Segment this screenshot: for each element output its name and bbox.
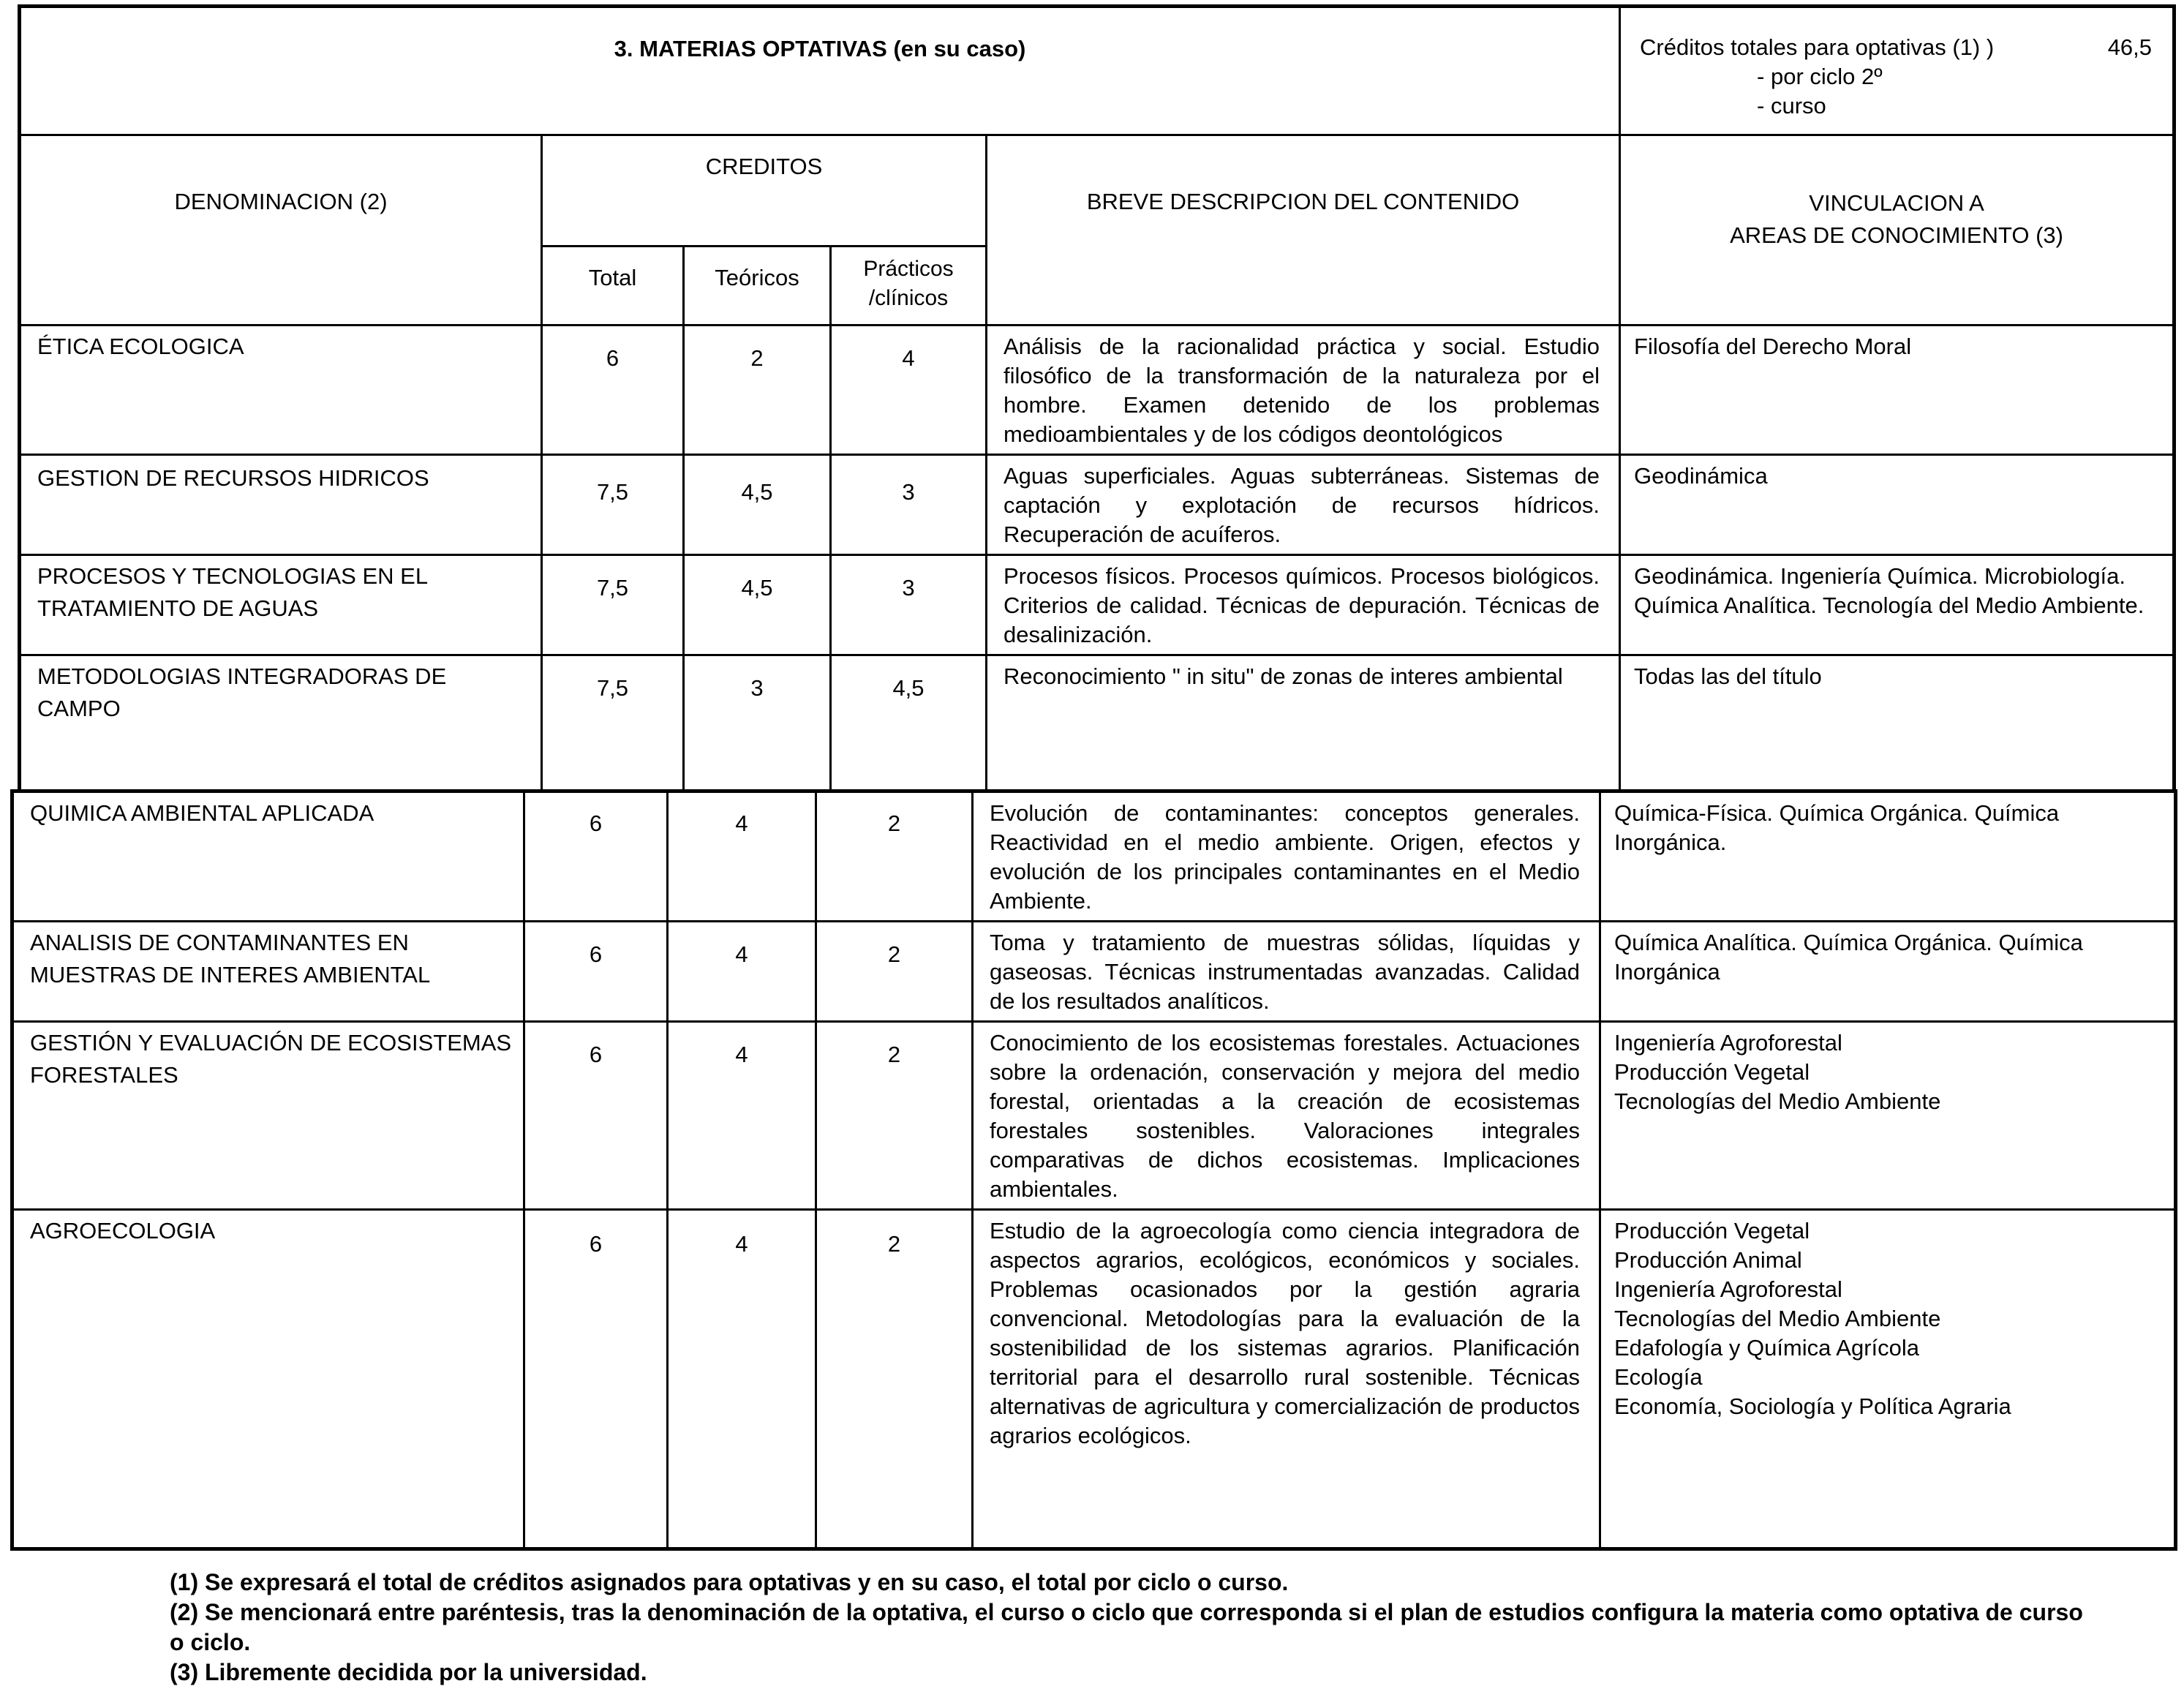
area-item: Producción Vegetal	[1614, 1218, 1810, 1244]
subject-areas	[1600, 1210, 2176, 1549]
col-descripcion: BREVE DESCRIPCION DEL CONTENIDO	[987, 135, 1620, 326]
subject-description: Evolución de contaminantes: conceptos generales. Reactividad en el medio ambiente. Origen, efectos y evolución de los principales contaminantes en el Medio Ambiente.	[973, 791, 1600, 922]
area-item: Economía, Sociología y Política Agraria	[1614, 1393, 2011, 1419]
subject-description: Aguas superficiales. Aguas subterráneas. Sistemas de captación y explotación de recursos hídricos. Recuperación de acuíferos.	[987, 455, 1620, 555]
subject-description: Estudio de la agroecología como ciencia integradora de aspectos agrarios, ecológicos, económicos y sociales. Problemas ocasionados por la gestión agraria convencional. Metodologías para la evaluación de la sostenibilidad de los sistemas agrarios. Planificación territorial para el desarrollo rural sostenible. Técnicas alternativas de agricultura y comercialización de productos agrarios ecológicos.	[973, 1210, 1600, 1549]
subject-row	[12, 791, 2176, 922]
area-item: Edafología y Química Agrícola	[1614, 1335, 1920, 1361]
credits-teoricos: 2	[684, 326, 831, 455]
area-item: Producción Animal	[1614, 1247, 1802, 1273]
credits-total-value: 46,5	[2107, 34, 2153, 60]
credits-total: 6	[524, 791, 668, 922]
credits-practicos: 3	[831, 555, 987, 655]
subject-areas: Química-Física. Química Orgánica. Química Inorgánica.	[1600, 791, 2176, 922]
credits-total: 6	[524, 1210, 668, 1549]
credits-por-ciclo: - por ciclo 2º	[1757, 64, 1883, 89]
area-item: Tecnologías del Medio Ambiente	[1614, 1306, 1941, 1331]
credits-teoricos: 4,5	[684, 455, 831, 555]
col-vinculacion-line2: AREAS DE CONOCIMIENTO (3)	[1730, 222, 2063, 248]
credits-practicos: 2	[816, 791, 973, 922]
subject-description: Conocimiento de los ecosistemas forestales. Actuaciones sobre la ordenación, conservación y mejora del medio forestal, orientadas a la creación de ecosistemas forestales sostenibles. Valoraciones integrales comparativas de dichos ecosistemas. Implicaciones ambientales.	[973, 1022, 1600, 1210]
subject-name: AGROECOLOGIA	[12, 1210, 524, 1549]
footnotes	[170, 1568, 2101, 1688]
subject-areas	[1600, 1022, 2176, 1210]
credits-total: 6	[524, 1022, 668, 1210]
credits-practicos: 2	[816, 1022, 973, 1210]
credits-teoricos: 4	[668, 1210, 816, 1549]
optativas-table-upper	[18, 4, 2176, 794]
credits-total: 6	[542, 326, 684, 455]
credits-total: 7,5	[542, 455, 684, 555]
credits-total-label: Créditos totales para optativas (1) )	[1640, 34, 1995, 60]
area-item: Ecología	[1614, 1364, 1703, 1390]
subject-name: GESTIÓN Y EVALUACIÓN DE ECOSISTEMAS FORESTALES	[12, 1022, 524, 1210]
credits-curso: - curso	[1757, 93, 1826, 118]
subject-areas: Todas las del título	[1620, 655, 2174, 793]
credits-practicos: 2	[816, 922, 973, 1022]
subject-name: QUIMICA AMBIENTAL APLICADA	[12, 791, 524, 922]
col-practicos-line2: /clínicos	[868, 286, 949, 310]
column-header-row	[20, 135, 2174, 247]
subject-areas: Geodinámica. Ingeniería Química. Microbiología. Química Analítica. Tecnología del Medio Ambiente.	[1620, 555, 2174, 655]
credits-teoricos: 4,5	[684, 555, 831, 655]
title-row	[20, 7, 2174, 135]
subject-description: Procesos físicos. Procesos químicos. Procesos biológicos. Criterios de calidad. Técnicas de depuración. Técnicas de desalinización.	[987, 555, 1620, 655]
section-title: 3. MATERIAS OPTATIVAS (en su caso)	[20, 7, 1620, 135]
credits-total: 7,5	[542, 555, 684, 655]
subject-description: Toma y tratamiento de muestras sólidas, líquidas y gaseosas. Técnicas instrumentadas avanzadas. Calidad de los resultados analíticos.	[973, 922, 1600, 1022]
subject-areas: Química Analítica. Química Orgánica. Química Inorgánica	[1600, 922, 2176, 1022]
subject-areas: Filosofía del Derecho Moral	[1620, 326, 2174, 455]
credits-total-box	[1620, 7, 2174, 135]
subject-areas: Geodinámica	[1620, 455, 2174, 555]
col-practicos-line1: Prácticos	[863, 257, 954, 281]
subject-name: GESTION DE RECURSOS HIDRICOS	[20, 455, 542, 555]
subject-row	[12, 922, 2176, 1022]
col-practicos	[831, 247, 987, 326]
credits-practicos: 2	[816, 1210, 973, 1549]
col-denominacion: DENOMINACION (2)	[20, 135, 542, 326]
credits-teoricos: 4	[668, 1022, 816, 1210]
area-item: Ingeniería Agroforestal	[1614, 1276, 1842, 1302]
subject-name: ANALISIS DE CONTAMINANTES EN MUESTRAS DE INTERES AMBIENTAL	[12, 922, 524, 1022]
subject-description: Reconocimiento " in situ" de zonas de interes ambiental	[987, 655, 1620, 793]
credits-teoricos: 4	[668, 791, 816, 922]
col-creditos: CREDITOS	[542, 135, 987, 247]
footnote-2: (2) Se mencionará entre paréntesis, tras la denominación de la optativa, el curso o ciclo que corresponda si el plan de estudios configura la materia como optativa de curso o ciclo.	[170, 1599, 2083, 1655]
col-total: Total	[542, 247, 684, 326]
subject-name: PROCESOS Y TECNOLOGIAS EN EL TRATAMIENTO DE AGUAS	[20, 555, 542, 655]
subject-row	[12, 1210, 2176, 1549]
footnote-3: (3) Libremente decidida por la universidad.	[170, 1659, 647, 1685]
area-item: Ingeniería Agroforestal	[1614, 1030, 1842, 1056]
credits-teoricos: 3	[684, 655, 831, 793]
credits-practicos: 4	[831, 326, 987, 455]
optativas-table-lower	[10, 789, 2177, 1551]
subject-description: Análisis de la racionalidad práctica y social. Estudio filosófico de la transformación de la naturaleza por el hombre. Examen detenido de los problemas medioambientales y de los códigos deontológicos	[987, 326, 1620, 455]
subject-name: ÉTICA ECOLOGICA	[20, 326, 542, 455]
col-teoricos: Teóricos	[684, 247, 831, 326]
subject-name: METODOLOGIAS INTEGRADORAS DE CAMPO	[20, 655, 542, 793]
subject-row	[20, 455, 2174, 555]
footnote-1: (1) Se expresará el total de créditos asignados para optativas y en su caso, el total por ciclo o curso.	[170, 1569, 1289, 1595]
col-vinculacion-line1: VINCULACION A	[1809, 190, 1984, 216]
col-vinculacion	[1620, 135, 2174, 326]
subject-row	[12, 1022, 2176, 1210]
credits-teoricos: 4	[668, 922, 816, 1022]
area-item: Tecnologías del Medio Ambiente	[1614, 1088, 1941, 1114]
credits-practicos: 3	[831, 455, 987, 555]
credits-total: 7,5	[542, 655, 684, 793]
area-item: Producción Vegetal	[1614, 1059, 1810, 1085]
subject-row	[20, 326, 2174, 455]
subject-row	[20, 555, 2174, 655]
subject-row	[20, 655, 2174, 793]
credits-practicos: 4,5	[831, 655, 987, 793]
credits-total: 6	[524, 922, 668, 1022]
